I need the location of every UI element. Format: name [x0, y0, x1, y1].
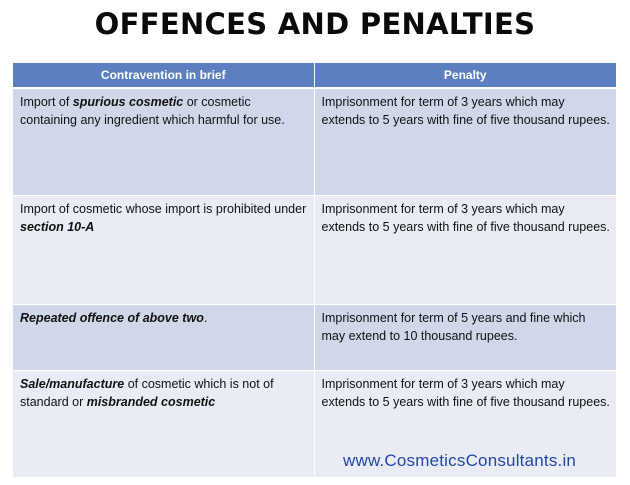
emphasis-text: spurious cosmetic [72, 95, 184, 109]
table-row [13, 196, 616, 305]
contravention-cell [13, 88, 314, 196]
emphasis-text: Sale/manufacture [20, 377, 125, 391]
contravention-cell [13, 305, 314, 371]
penalty-line: may extend to 10 thousand rupees. [321, 329, 518, 343]
contravention-cell [13, 196, 314, 305]
header-penalty: Penalty [314, 63, 616, 88]
page-title: OFFENCES AND PENALTIES [94, 7, 536, 41]
text: of cosmetic which is not of standard or [20, 377, 274, 409]
text: or cosmetic containing any ingredient which harmful for use. [20, 95, 285, 127]
emphasis-text: misbranded cosmetic [86, 395, 216, 409]
emphasis-text: Repeated offence of above two [20, 311, 204, 325]
penalty-cell [314, 305, 616, 371]
text: Import of cosmetic whose import is prohibited under [20, 202, 307, 216]
table-header-row [13, 63, 616, 88]
penalty-line: Imprisonment for term of 5 years and fine which [321, 311, 586, 325]
watermark-url: www.CosmeticsConsultants.in [343, 451, 577, 470]
penalty-cell: Imprisonment for term of 3 years which may extends to 5 years with fine of five thousand rupees. [314, 371, 616, 478]
text: Import of [20, 95, 73, 109]
penalty-cell: Imprisonment for term of 3 years which may extends to 5 years with fine of five thousand rupees. [314, 196, 616, 305]
penalty-cell: Imprisonment for term of 3 years which may extends to 5 years with fine of five thousand rupees. [314, 88, 616, 196]
emphasis-text: section 10-A [20, 220, 95, 234]
contravention-cell [13, 371, 314, 478]
offences-table [13, 63, 616, 478]
text: . [203, 311, 208, 325]
header-contravention: Contravention in brief [13, 63, 314, 88]
table-row [13, 305, 616, 371]
table-row [13, 88, 616, 196]
